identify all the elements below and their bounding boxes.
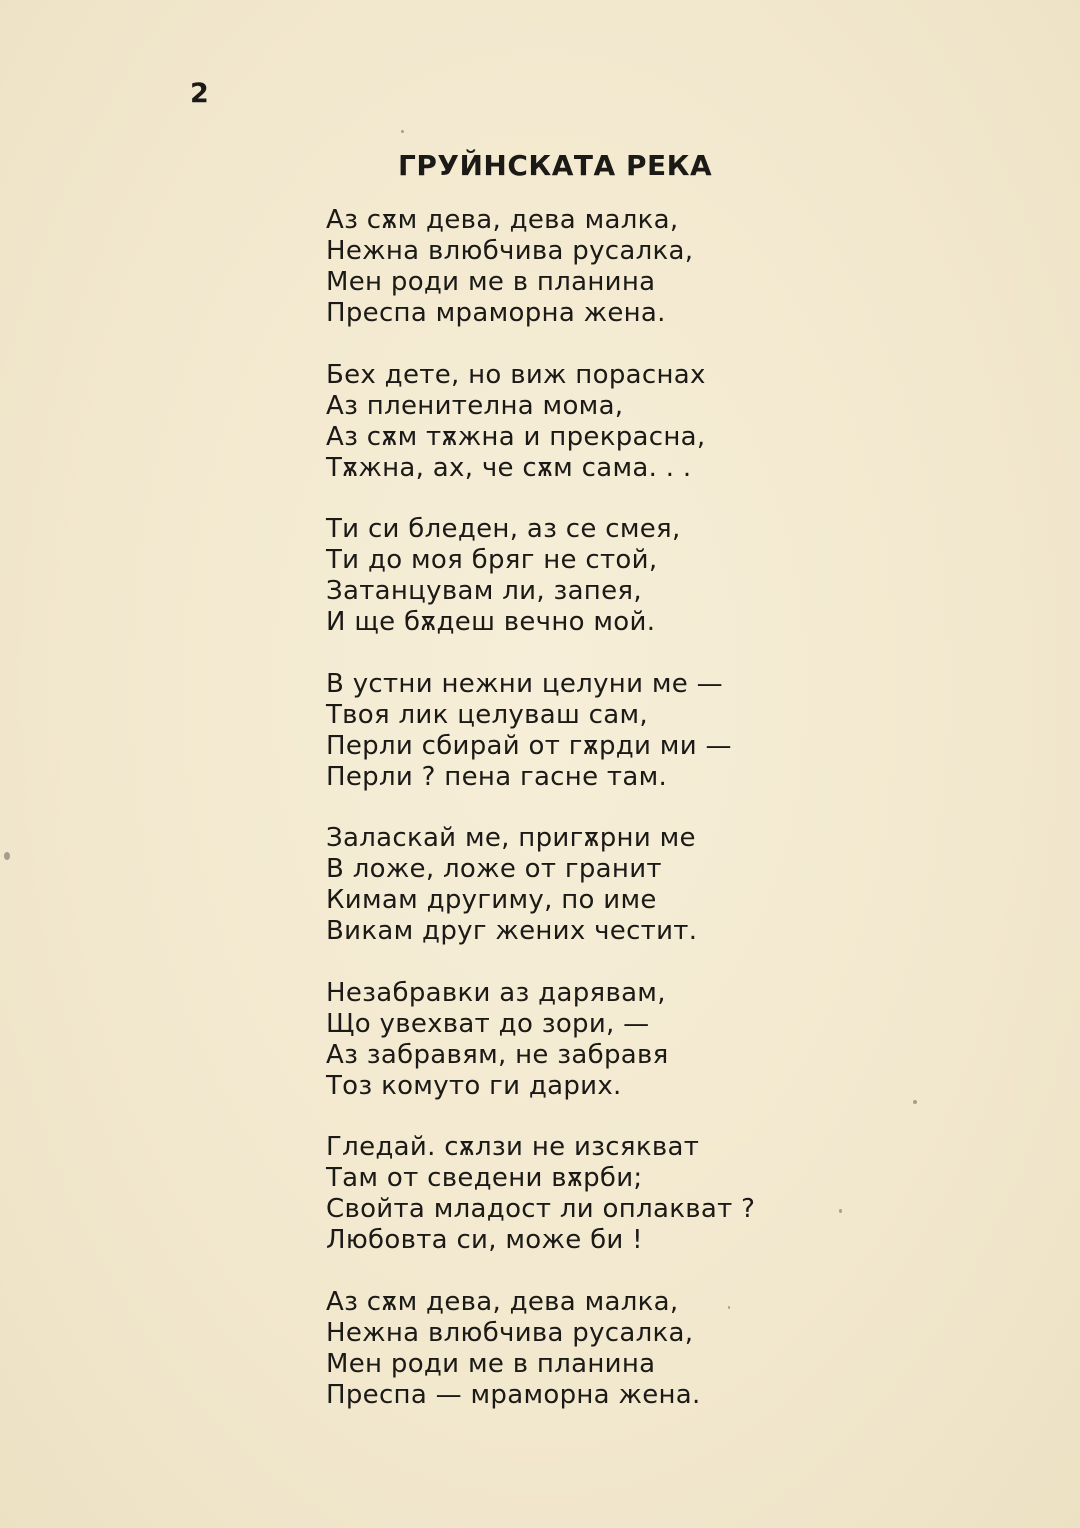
poem-line: Преспа мраморна жена. — [326, 298, 666, 328]
stanza-7 — [326, 1132, 786, 1256]
stanza-4 — [326, 669, 786, 793]
poem-line: Незабравки аз дарявам, — [326, 977, 666, 1008]
poem-line: Аз забравям, не забравя — [326, 1039, 669, 1070]
stanza-8 — [326, 1287, 786, 1411]
paper-speck — [839, 1209, 842, 1213]
poem-line: Аз сѫм дева, дева малка, — [326, 1286, 679, 1317]
poem-line: Аз пленителна мома, — [326, 390, 624, 421]
poem-line: Заласкай ме, пригѫрни ме — [326, 823, 696, 853]
stanza-3 — [326, 514, 786, 638]
poem-line: Нежна влюбчива русалка, — [326, 236, 694, 266]
poem-line: Нежна влюбчива русалка, — [326, 1317, 694, 1348]
paper-speck — [4, 852, 10, 860]
poem-title: ГРУЙНСКАТА РЕКА — [398, 149, 713, 182]
poem-line: Що увехват до зори, — — [326, 1008, 650, 1039]
poem-line: Затанцувам ли, запея, — [326, 576, 642, 606]
poem-body — [326, 205, 786, 1441]
poem-line: Тѫжна, ах, че сѫм сама. . . — [326, 452, 692, 483]
poem-line: Преспа — мраморна жена. — [326, 1379, 701, 1410]
poem-line: Тоз комуто ги дарих. — [326, 1070, 622, 1101]
poem-line: Гледай. сѫлзи не изсякват — [326, 1132, 700, 1162]
page-number: 2 — [190, 78, 209, 109]
poem-line: Мен роди ме в планина — [326, 267, 656, 297]
poem-line: Викам друг жених честит. — [326, 916, 698, 946]
poem-line: И ще бѫдеш вечно мой. — [326, 607, 656, 637]
poem-line: Ти до моя бряг не стой, — [326, 545, 658, 575]
stanza-1 — [326, 205, 786, 329]
poem-line: Там от сведени вѫрби; — [326, 1163, 643, 1193]
stanza-6 — [326, 978, 786, 1102]
stanza-5 — [326, 823, 786, 947]
paper-speck — [913, 1100, 917, 1104]
poem-line: Аз сѫм дева, дева малка, — [326, 205, 679, 235]
poem-line: Мен роди ме в планина — [326, 1348, 656, 1379]
poem-line: Кимам другиму, по име — [326, 885, 657, 915]
poem-line: В ложе, ложе от гранит — [326, 854, 662, 884]
poem-line: Свойта младост ли оплакват ? — [326, 1194, 756, 1224]
paper-speck — [401, 130, 404, 133]
poem-line: Ти си бледен, аз се смея, — [326, 514, 681, 544]
poem-line: Любовта си, може би ! — [326, 1225, 643, 1255]
poem-line: Перли ? пена гасне там. — [326, 761, 668, 792]
poem-line: Твоя лик целуваш сам, — [326, 699, 648, 730]
poem-line: Перли сбирай от гѫрди ми — — [326, 730, 732, 761]
stanza-2 — [326, 360, 786, 484]
poem-line: В устни нежни целуни ме — — [326, 668, 723, 699]
poem-line: Бех дете, но виж пораснах — [326, 359, 706, 390]
poem-line: Аз сѫм тѫжна и прекрасна, — [326, 421, 706, 452]
